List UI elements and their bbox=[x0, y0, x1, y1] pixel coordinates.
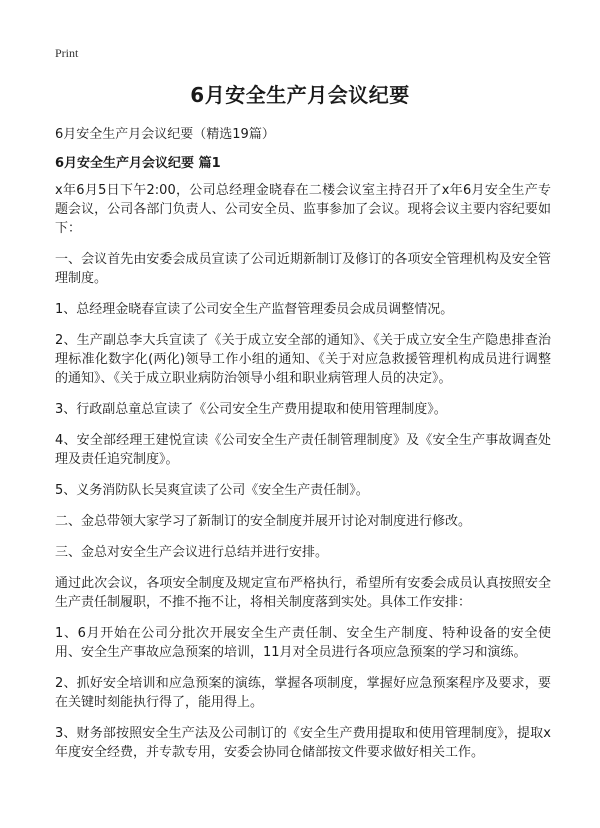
paragraph: 5、义务消防队长吴爽宣读了公司《安全生产责任制》。 bbox=[55, 483, 369, 498]
paragraph: 二、金总带领大家学习了新制订的安全制度并展开讨论对制度进行修改。 bbox=[55, 514, 472, 529]
paragraph: 三、金总对安全生产会议进行总结并进行安排。 bbox=[55, 545, 329, 560]
document-body bbox=[55, 181, 551, 774]
page-title: 6月安全生产月会议纪要 bbox=[190, 83, 410, 107]
paragraph: 3、行政副总童总宣读了《公司安全生产费用提取和使用管理制度》。 bbox=[55, 402, 447, 417]
print-link[interactable]: Print bbox=[55, 46, 79, 60]
document-subtitle: 6月安全生产月会议纪要（精选19篇） bbox=[55, 127, 275, 142]
paragraph: 通过此次会议，各项安全制度及规定宣布严格执行，希望所有安委会成员认真按照安全生产责任制履职，不推不拖不让，将相关制度落到实处。具体工作安排： bbox=[55, 576, 551, 610]
paragraph: 2、生产副总李大兵宣读了《关于成立安全部的通知》、《关于成立安全生产隐患排查治理标准化数字化(两化)领导工作小组的通知、《关于对应急救援管理机构成员进行调整的通知》、《关于成立职业病防治领导小组和职业病管理人员的决定》。 bbox=[55, 333, 551, 386]
paragraph: 4、安全部经理王建悦宣读《公司安全生产责任制管理制度》及《安全生产事故调查处理及责任追究制度》。 bbox=[55, 433, 551, 467]
paragraph: x年6月5日下午2:00，公司总经理金晓春在二楼会议室主持召开了x年6月安全生产专题会议，公司各部门负责人、公司安全员、监事参加了会议。现将会议主要内容纪要如下： bbox=[55, 183, 551, 236]
paragraph: 2、抓好安全培训和应急预案的演练，掌握各项制度，掌握好应急预案程序及要求，要在关键时刻能执行得了，能用得上。 bbox=[55, 676, 551, 710]
section-heading: 6月安全生产月会议纪要 篇1 bbox=[55, 156, 221, 171]
paragraph: 1、6月开始在公司分批次开展安全生产责任制、安全生产制度、特种设备的安全使用、安全生产事故应急预案的培训，11月对全员进行各项应急预案的学习和演练。 bbox=[55, 626, 551, 660]
paragraph: 1、总经理金晓春宣读了公司安全生产监督管理委员会成员调整情况。 bbox=[55, 302, 454, 317]
paragraph: 3、财务部按照安全生产法及公司制订的《安全生产费用提取和使用管理制度》，提取x年度安全经费，并专款专用，安委会协同仓储部按文件要求做好相关工作。 bbox=[55, 726, 551, 760]
paragraph: 一、会议首先由安委会成员宣读了公司近期新制订及修订的各项安全管理机构及安全管理制度。 bbox=[55, 252, 551, 286]
